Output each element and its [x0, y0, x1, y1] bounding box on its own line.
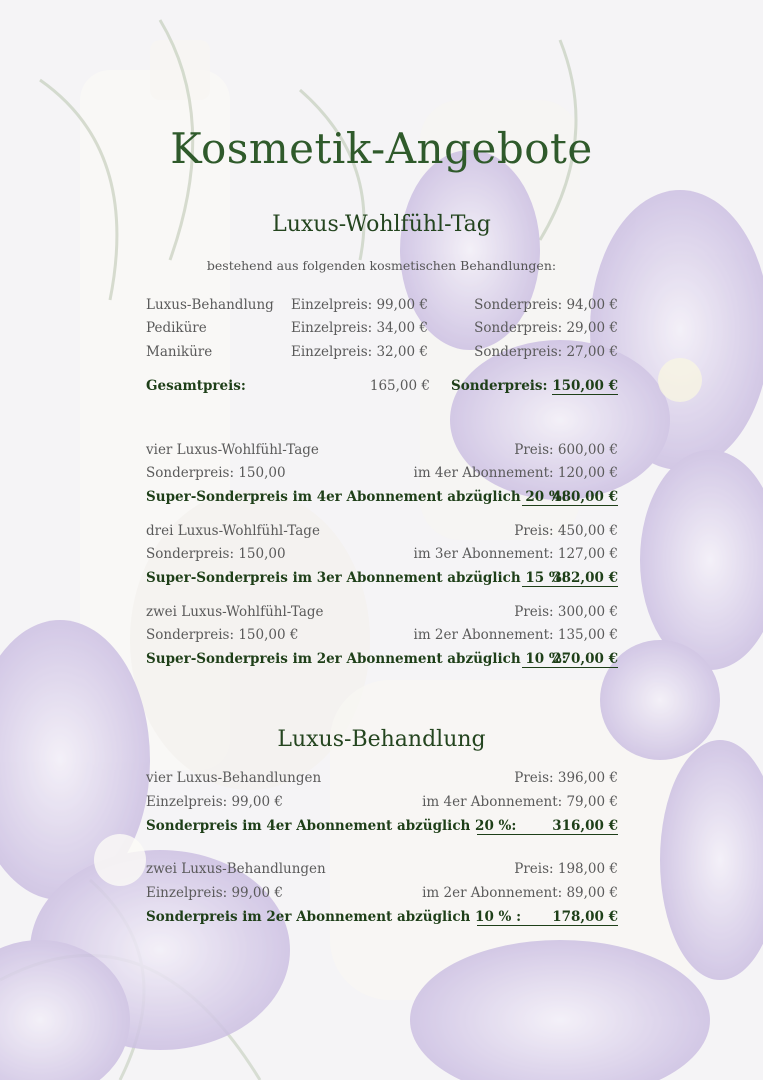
package-detail-row [146, 885, 618, 907]
package-sonderpreis: Sonderpreis: 150,00 € [146, 627, 299, 643]
package-einzelpreis: Einzelpreis: 99,00 € [146, 885, 283, 901]
package-price: Preis: 600,00 € [514, 442, 618, 458]
package-super-label: Super-Sonderpreis im 4er Abonnement abzüglich 20 %: [146, 489, 567, 505]
package-super-row [146, 651, 618, 673]
package-title-row [146, 604, 618, 626]
package-title: zwei Luxus-Wohlfühl-Tage [146, 604, 324, 620]
package-super-label: Super-Sonderpreis im 2er Abonnement abzüglich 10 %: [146, 651, 567, 667]
page-title: Kosmetik-Angebote [170, 124, 593, 173]
item-einzelpreis: Einzelpreis: 99,00 € [291, 297, 428, 313]
package-abo: im 4er Abonnement: 79,00 € [422, 794, 618, 810]
package-price: Preis: 198,00 € [514, 861, 618, 877]
package-title: vier Luxus-Wohlfühl-Tage [146, 442, 319, 458]
package-sonderpreis: Sonderpreis: 150,00 [146, 546, 286, 562]
item-row [146, 344, 618, 366]
package-detail-row [146, 546, 618, 568]
item-name: Maniküre [146, 344, 213, 360]
intro-text: bestehend aus folgenden kosmetischen Behandlungen: [206, 258, 557, 273]
total-sonderpreis [451, 378, 618, 394]
package-sonder-label: Sonderpreis im 4er Abonnement abzüglich 20 %: [146, 818, 517, 834]
package-super-value: 480,00 € [522, 489, 618, 506]
item-name: Pediküre [146, 320, 207, 336]
total-value: 165,00 € [369, 378, 430, 394]
total-row [146, 378, 618, 400]
package-title-row [146, 442, 618, 464]
package-super-label: Super-Sonderpreis im 3er Abonnement abzüglich 15 %: [146, 570, 567, 586]
package-sonder-row [146, 818, 618, 840]
package-detail-row [146, 794, 618, 816]
package-sonder-label: Sonderpreis im 2er Abonnement abzüglich 10 % : [146, 909, 522, 925]
package-super-value: 270,00 € [522, 651, 618, 668]
package-price: Preis: 450,00 € [514, 523, 618, 539]
package-abo: im 2er Abonnement: 135,00 € [413, 627, 618, 643]
package-sonderpreis: Sonderpreis: 150,00 [146, 465, 286, 481]
package-abo: im 2er Abonnement: 89,00 € [422, 885, 618, 901]
item-sonderpreis: Sonderpreis: 94,00 € [474, 297, 618, 313]
package-super-value: 382,00 € [522, 570, 618, 587]
total-sonder-label: Sonderpreis: [450, 378, 548, 394]
item-sonderpreis: Sonderpreis: 29,00 € [474, 320, 618, 336]
total-sonder-value: 150,00 € [552, 378, 618, 394]
package-price: Preis: 396,00 € [514, 770, 618, 786]
item-einzelpreis: Einzelpreis: 32,00 € [291, 344, 428, 360]
package-abo: im 4er Abonnement: 120,00 € [413, 465, 618, 481]
package-title: vier Luxus-Behandlungen [146, 770, 322, 786]
package-title-row [146, 861, 618, 883]
item-einzelpreis: Einzelpreis: 34,00 € [291, 320, 428, 336]
package-sonder-value: 178,00 € [477, 909, 618, 926]
item-sonderpreis: Sonderpreis: 27,00 € [474, 344, 618, 360]
package-detail-row [146, 465, 618, 487]
section-heading-wohlfuehl-tag: Luxus-Wohlfühl-Tag [272, 212, 491, 237]
item-row [146, 320, 618, 342]
section-heading-behandlung: Luxus-Behandlung [277, 727, 486, 752]
total-label: Gesamtpreis: [146, 378, 246, 394]
package-einzelpreis: Einzelpreis: 99,00 € [146, 794, 283, 810]
package-title: zwei Luxus-Behandlungen [146, 861, 326, 877]
package-title: drei Luxus-Wohlfühl-Tage [146, 523, 320, 539]
package-sonder-row [146, 909, 618, 931]
package-abo: im 3er Abonnement: 127,00 € [413, 546, 618, 562]
package-title-row [146, 523, 618, 545]
item-name: Luxus-Behandlung [146, 297, 274, 313]
package-super-row [146, 570, 618, 592]
package-price: Preis: 300,00 € [514, 604, 618, 620]
item-row [146, 297, 618, 319]
package-super-row [146, 489, 618, 511]
package-title-row [146, 770, 618, 792]
package-sonder-value: 316,00 € [477, 818, 618, 835]
package-detail-row [146, 627, 618, 649]
